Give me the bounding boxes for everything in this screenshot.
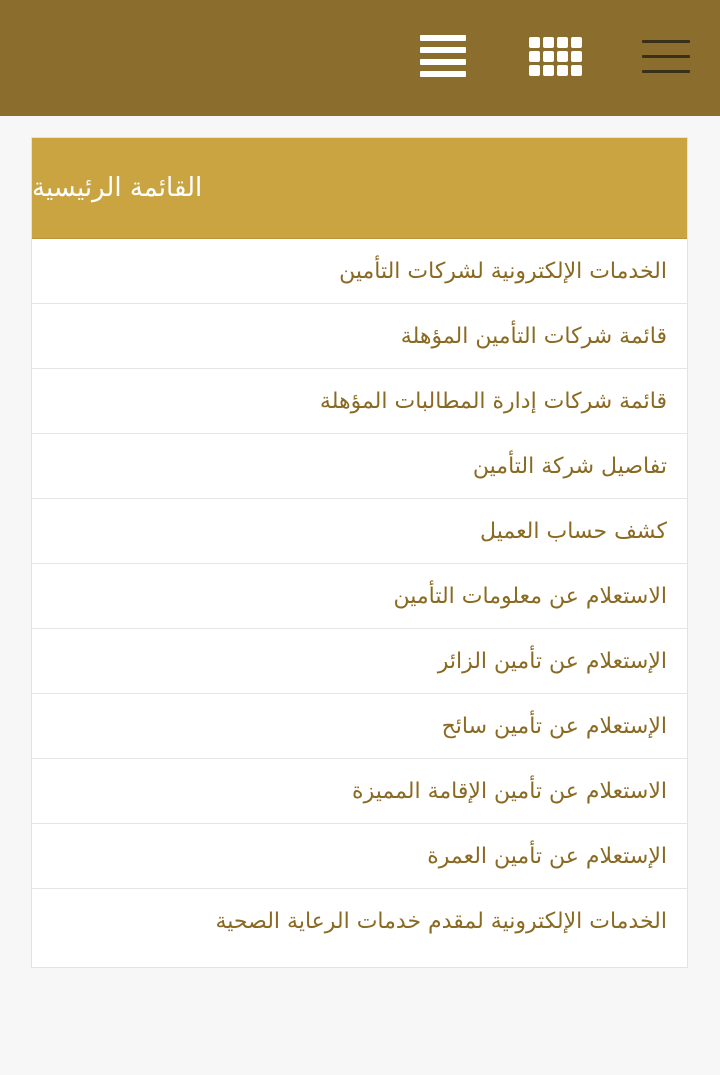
grid-view-button[interactable]	[522, 26, 588, 86]
list-view-button[interactable]	[413, 26, 473, 86]
menu-item-premium-residency-inquiry[interactable]	[32, 759, 687, 824]
menu-item-qualified-insurers[interactable]	[32, 304, 687, 369]
menu-item-label: الإستعلام عن تأمين الزائر	[437, 648, 667, 674]
menu-item-insurance-info-inquiry[interactable]	[32, 564, 687, 629]
main-menu-list	[32, 239, 687, 954]
list-icon	[420, 35, 466, 77]
menu-item-healthcare-provider-eservices[interactable]	[32, 889, 687, 954]
hamburger-icon	[642, 40, 690, 73]
main-menu-header	[32, 138, 687, 239]
menu-item-label: قائمة شركات إدارة المطالبات المؤهلة	[319, 388, 667, 414]
menu-item-label: الإستعلام عن تأمين العمرة	[427, 843, 667, 869]
grid-icon	[529, 37, 582, 76]
menu-item-label: تفاصيل شركة التأمين	[472, 453, 667, 479]
menu-item-label: الاستعلام عن معلومات التأمين	[393, 583, 667, 609]
menu-item-label: الخدمات الإلكترونية لمقدم خدمات الرعاية الصحية	[215, 909, 667, 934]
menu-item-label: الخدمات الإلكترونية لشركات التأمين	[339, 258, 667, 284]
menu-item-visitor-insurance-inquiry[interactable]	[32, 629, 687, 694]
menu-item-label: كشف حساب العميل	[480, 518, 667, 544]
menu-item-insurer-details[interactable]	[32, 434, 687, 499]
main-menu-panel	[31, 137, 688, 968]
menu-item-tourist-insurance-inquiry[interactable]	[32, 694, 687, 759]
hamburger-menu-button[interactable]	[636, 26, 696, 86]
main-menu-title: القائمة الرئيسية	[32, 173, 203, 203]
menu-item-qualified-claims-management[interactable]	[32, 369, 687, 434]
menu-item-customer-statement[interactable]	[32, 499, 687, 564]
menu-item-label: الإستعلام عن تأمين سائح	[441, 713, 667, 739]
menu-item-label: الاستعلام عن تأمين الإقامة المميزة	[352, 778, 667, 804]
menu-item-label: قائمة شركات التأمين المؤهلة	[400, 323, 667, 349]
menu-item-umrah-insurance-inquiry[interactable]	[32, 824, 687, 889]
top-header	[0, 0, 720, 116]
menu-item-insurance-eservices[interactable]	[32, 239, 687, 304]
